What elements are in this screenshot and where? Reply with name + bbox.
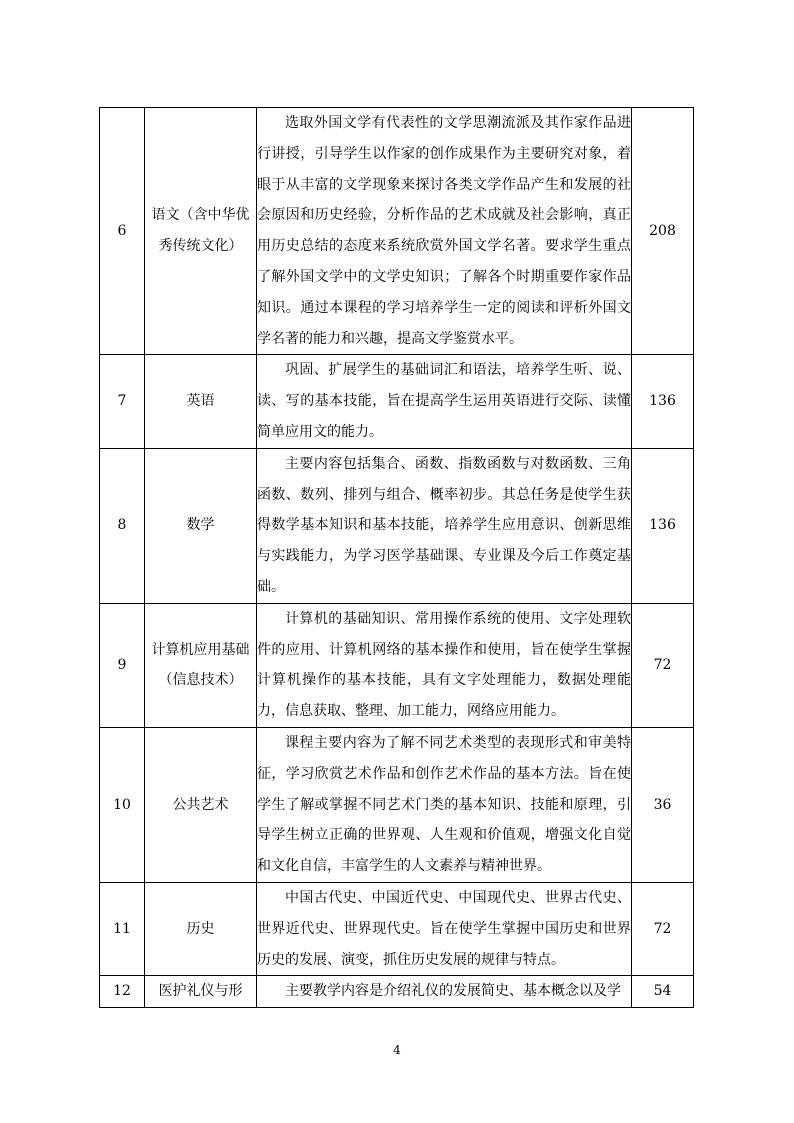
table-row (100, 882, 694, 975)
course-name: 历史 (145, 882, 257, 975)
course-description-cell (257, 355, 632, 448)
course-name: 英语 (145, 355, 257, 448)
course-description: 课程主要内容为了解不同艺术类型的表现形式和审美特征，学习欣赏艺术作品和创作艺术作品的基本方法。旨在使学生了解或掌握不同艺术门类的基本知识、技能和原理，引导学生树立正确的世界观、人生观和价值观，增强文化自觉和文化自信，丰富学生的人文素养与精神世界。 (257, 734, 631, 875)
course-hours: 72 (632, 603, 694, 727)
course-description-cell (257, 727, 632, 882)
course-description: 主要内容包括集合、函数、指数函数与对数函数、三角函数、数列、排列与组合、概率初步。其总任务是使学生获得数学基本知识和基本技能，培养学生应用意识、创新思维与实践能力，为学习医学基础课、专业课及今后工作奠定基础。 (257, 455, 631, 595)
course-description: 中国古代史、中国近代史、中国现代史、世界古代史、世界近代史、世界现代史。旨在使学生掌握中国历史和世界历史的发展、演变，抓住历史发展的规律与特点。 (257, 889, 631, 968)
row-number: 10 (100, 727, 145, 882)
course-description-cell (257, 108, 632, 355)
table-row (100, 108, 694, 355)
course-name: 语文（含中华优秀传统文化） (145, 108, 257, 355)
course-description: 巩固、扩展学生的基础词汇和语法，培养学生听、说、读、写的基本技能，旨在提高学生运用英语进行交际、读懂简单应用文的能力。 (257, 362, 631, 440)
course-name: 计算机应用基础（信息技术） (145, 603, 257, 727)
row-number: 7 (100, 355, 145, 448)
table-row (100, 355, 694, 448)
course-description-cell (257, 448, 632, 603)
course-hours: 36 (632, 727, 694, 882)
course-description: 计算机的基础知识、常用操作系统的使用、文字处理软件的应用、计算机网络的基本操作和使用，旨在使学生掌握计算机操作的基本技能，具有文字处理能力，数据处理能力，信息获取、整理、加工能力，网络应用能力。 (257, 610, 631, 720)
table-row (100, 603, 694, 727)
course-name: 公共艺术 (145, 727, 257, 882)
table-row (100, 976, 694, 1008)
course-description-cell (257, 976, 632, 1008)
course-description-cell (257, 603, 632, 727)
course-name: 数学 (145, 448, 257, 603)
course-hours: 72 (632, 882, 694, 975)
row-number: 9 (100, 603, 145, 727)
page-number: 4 (393, 1043, 401, 1057)
course-hours: 136 (632, 448, 694, 603)
row-number: 12 (100, 976, 145, 1008)
row-number: 6 (100, 108, 145, 355)
course-hours: 208 (632, 108, 694, 355)
course-name: 医护礼仪与形 (145, 976, 257, 1008)
curriculum-table (99, 107, 694, 1008)
course-hours: 136 (632, 355, 694, 448)
table-row (100, 727, 694, 882)
course-description: 主要教学内容是介绍礼仪的发展简史、基本概念以及学 (285, 983, 621, 1000)
table-row (100, 448, 694, 603)
course-description-cell (257, 882, 632, 975)
row-number: 8 (100, 448, 145, 603)
course-hours: 54 (632, 976, 694, 1008)
course-description: 选取外国文学有代表性的文学思潮流派及其作家作品进行讲授，引导学生以作家的创作成果作为主要研究对象，着眼于从丰富的文学现象来探讨各类文学作品产生和发展的社会原因和历史经验，分析作品的艺术成就及社会影响，真正用历史总结的态度来系统欣赏外国文学名著。要求学生重点了解外国文学中的文学史知识；了解各个时期重要作家作品知识。通过本课程的学习培养学生一定的阅读和评析外国文学名著的能力和兴趣，提高文学鉴赏水平。 (257, 115, 631, 347)
row-number: 11 (100, 882, 145, 975)
